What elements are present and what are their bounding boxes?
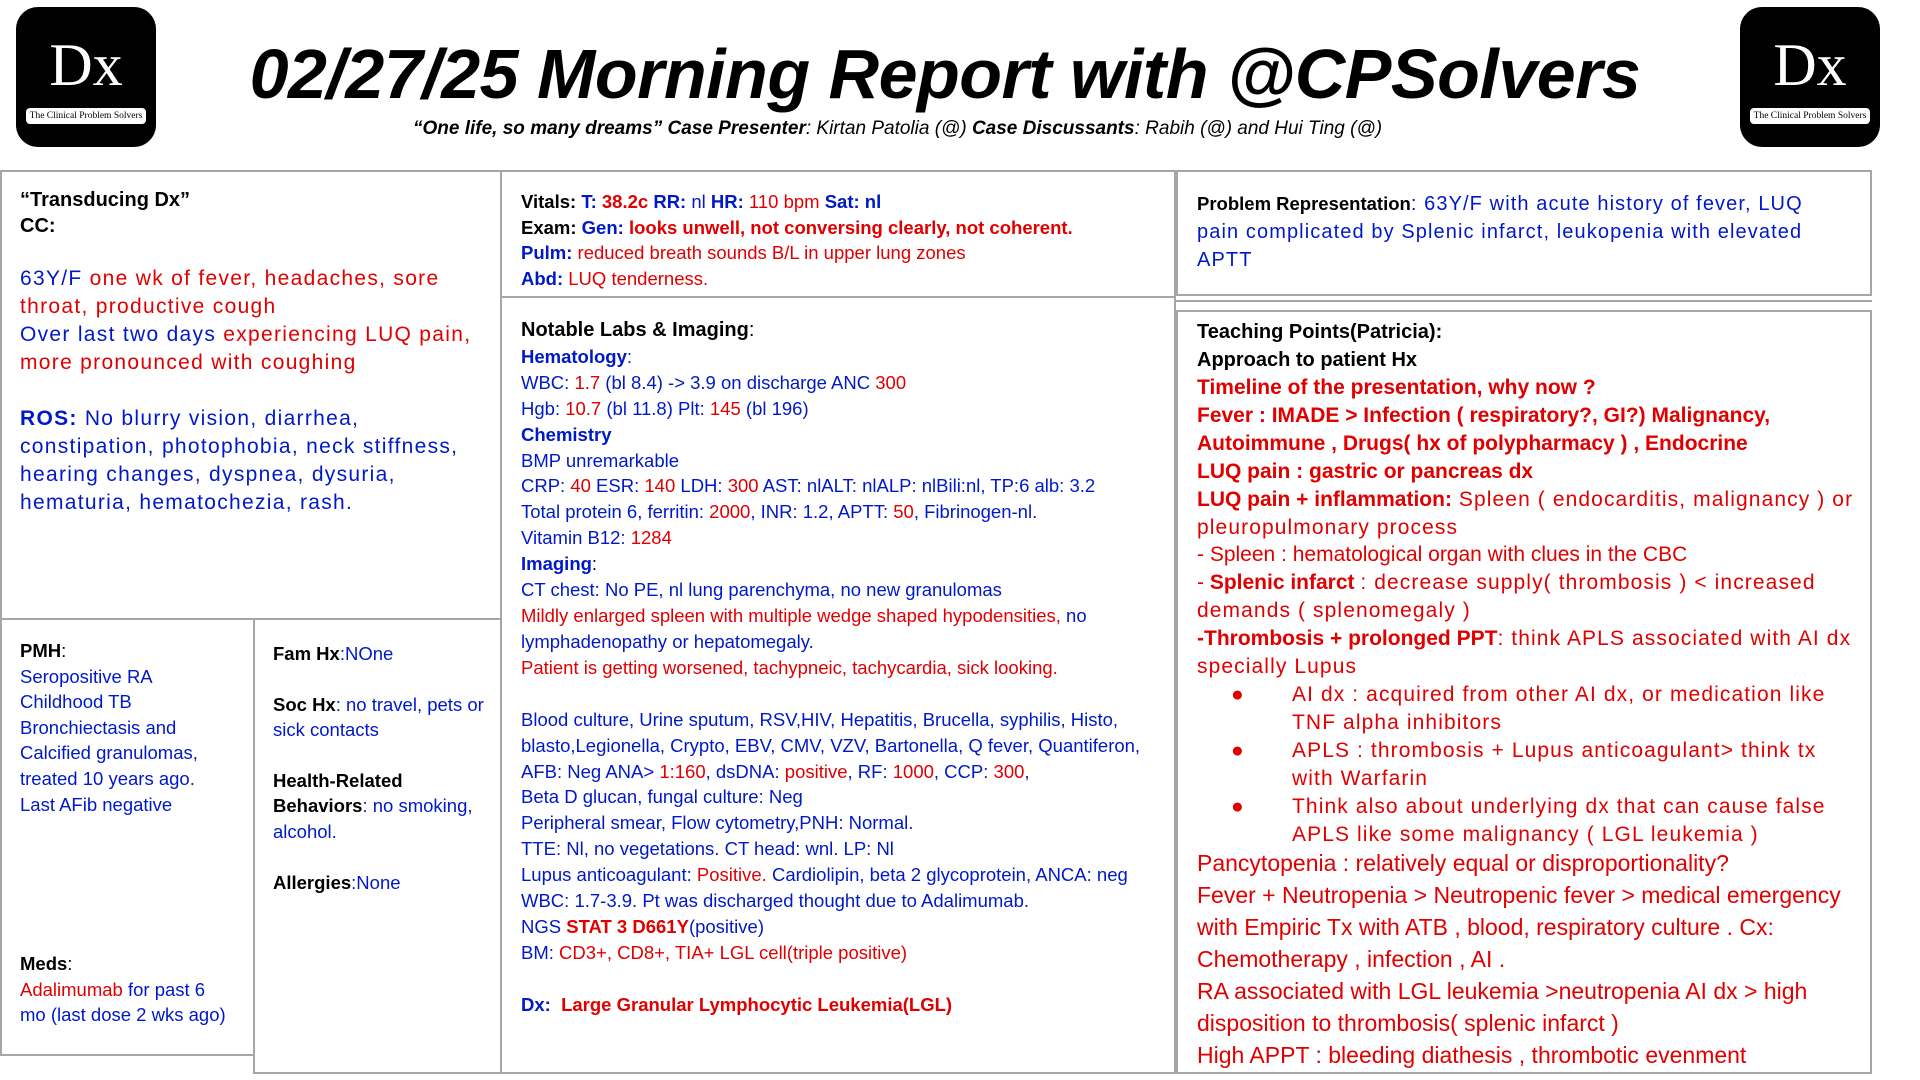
ngs-rest: (positive) — [688, 915, 764, 937]
tp-label: Total protein 6, ferritin: — [521, 501, 710, 523]
fam-hx-value: :NOne — [339, 643, 394, 664]
cpsolvers-logo-right — [1740, 7, 1880, 147]
discussants-names: : Rabih (@) and Hui Ting (@) — [1134, 118, 1383, 139]
plt-value: 145 — [709, 397, 741, 419]
tp-line — [521, 499, 1167, 525]
pmh-line: Calcified granulomas, — [20, 742, 198, 764]
cc-line2 — [20, 321, 490, 377]
ros — [20, 405, 490, 517]
cc-section — [20, 188, 490, 517]
appt-line: High APPT : bleeding diathesis , thrombotic evenment — [1197, 1041, 1747, 1068]
temp-label: T: — [576, 191, 597, 212]
hgb-value: 10.7 — [565, 397, 602, 419]
aptt-value: 50 — [893, 501, 914, 523]
logo-dx-text: Dx — [1773, 32, 1847, 98]
dx-label: Dx: — [521, 993, 551, 1015]
beta-d-line: Beta D glucan, fungal culture: Neg — [521, 786, 803, 808]
problem-label: Problem Representation — [1197, 193, 1411, 214]
exam-line — [521, 215, 1171, 241]
gen-value: looks unwell, not conversing clearly, not coherent. — [623, 216, 1073, 238]
behaviors-label: Health-Related Behaviors — [273, 769, 403, 817]
teaching-heading: Teaching Points(Patricia): — [1197, 321, 1443, 343]
allergies-label: Allergies — [273, 871, 352, 893]
wbc-value: 1.7 — [574, 371, 601, 393]
labs-heading: Notable Labs & Imaging — [521, 319, 749, 341]
bmp-line: BMP unremarkable — [521, 449, 680, 471]
meds-last-dose: mo (last dose 2 wks ago) — [20, 1004, 226, 1026]
pmh-section — [20, 638, 250, 817]
labs-heading-colon: : — [748, 319, 755, 341]
luq-line: LUQ pain : gastric or pancreas dx — [1197, 459, 1534, 483]
cc-label: CC — [20, 214, 49, 237]
problem-rep — [1197, 190, 1847, 274]
ngs-label: NGS — [521, 915, 567, 937]
ccp-label: , CCP: — [933, 760, 994, 782]
gen-label: Gen: — [576, 216, 624, 238]
wbc-discharge-line: WBC: 1.7-3.9. Pt was discharged thought due to Adalimumab. — [521, 890, 1030, 912]
cc-line1-prefix: 63Y/F — [20, 267, 83, 291]
cultures — [521, 707, 1167, 785]
ngs-line — [521, 914, 1167, 940]
abd-label: Abd: — [521, 267, 564, 289]
social-section — [273, 641, 495, 895]
ct-chest: CT chest: No PE, nl lung parenchyma, no new granulomas — [521, 579, 1002, 601]
wbc-rest: (bl 8.4) -> 3.9 on discharge ANC — [600, 371, 876, 393]
abd-value: LUQ tenderness. — [563, 267, 709, 289]
anc-value: 300 — [875, 371, 907, 393]
subtitle — [413, 118, 1382, 140]
b12-line — [521, 525, 1167, 551]
dsdna-value: positive — [784, 760, 848, 782]
hgb-line — [521, 396, 1167, 422]
vitals-line — [521, 189, 1171, 215]
fibrinogen: , Fibrinogen-nl. — [913, 501, 1038, 523]
lupus-rest: Cardiolipin, beta 2 glycoprotein, ANCA: neg — [766, 864, 1128, 886]
behaviors — [273, 768, 495, 845]
cultures-text: Blood culture, Urine sputum, RSV,HIV, Hepatitis, Brucella, syphilis, Histo, blasto,Legionella, Crypto, EBV, CMV, VZV, Bartonella, Q fever, Quantiferon, AFB: Neg ANA> — [521, 708, 1141, 782]
teaching-section — [1197, 318, 1865, 1072]
ana-value: 1:160 — [659, 760, 706, 782]
chem-label: Chemistry — [521, 423, 612, 445]
labs-section — [521, 318, 1167, 1018]
pulm-line — [521, 240, 1171, 266]
ccp-value: 300 — [993, 760, 1025, 782]
bullet-icon: ● — [1231, 794, 1244, 818]
pmh-line: Bronchiectasis and — [20, 716, 177, 738]
wbc-label: WBC: — [521, 371, 575, 393]
pmh-line: Childhood TB — [20, 691, 132, 713]
b12-label: Vitamin B12: — [521, 527, 631, 549]
luq-inflammation — [1197, 486, 1865, 542]
fam-hx — [273, 641, 495, 667]
neutropenia-line: Fever + Neutropenia > Neutropenic fever > medical emergency with Empiric Tx with ATB , blood, respiratory culture . Cx: Chemotherapy , infection , AI . — [1197, 882, 1841, 973]
bullet-text: APLS : thrombosis + Lupus anticoagulant> think tx with Warfarin — [1292, 738, 1817, 790]
ldh-label: LDH: — [675, 475, 728, 497]
rf-value: 1000 — [892, 760, 934, 782]
ldh-value: 300 — [727, 475, 759, 497]
fever-line: Fever : IMADE > Infection ( respiratory?, GI?) Malignancy, Autoimmune , Drugs( hx of polypharmacy ) , Endocrine — [1197, 403, 1771, 455]
subtitle-quote: “One life, so many dreams” — [413, 118, 663, 139]
ra-line: RA associated with LGL leukemia >neutropenia AI dx > high disposition to thrombosis( splenic infarct ) — [1197, 978, 1808, 1036]
dx-line — [521, 992, 1167, 1018]
lupus-value: Positive. — [696, 864, 767, 886]
bullet-icon: ● — [1231, 738, 1244, 762]
behaviors-value: : no smoking, alcohol. — [273, 795, 473, 842]
pmh-line: Seropositive RA — [20, 665, 153, 687]
hr-label: HR: — [705, 191, 744, 212]
infarct-dash: - — [1197, 571, 1210, 595]
logo-tagline: The Clinical Problem Solvers — [1750, 108, 1870, 124]
meds-colon: : — [67, 953, 73, 974]
ros-label: ROS: — [20, 407, 78, 431]
allergies — [273, 870, 495, 896]
pulm-value: reduced breath sounds B/L in upper lung zones — [572, 242, 966, 264]
divider — [1176, 300, 1872, 302]
inr-label: , INR: 1.2, APTT: — [750, 501, 894, 523]
logo-dx-text: Dx — [49, 32, 123, 98]
problem-section — [1197, 190, 1847, 274]
bm-value: CD3+, CD8+, TIA+ LGL cell(triple positive) — [559, 941, 908, 963]
ngs-value: STAT 3 D661Y — [566, 915, 689, 937]
bm-label: BM: — [521, 941, 560, 963]
soc-hx — [273, 692, 495, 743]
tte-line: TTE: Nl, no vegetations. CT head: wnl. LP: Nl — [521, 838, 894, 860]
pulm-label: Pulm: — [521, 242, 573, 264]
bullet-icon: ● — [1231, 682, 1244, 706]
spleen-text: Mildly enlarged spleen with multiple wedge shaped hypodensities, — [521, 604, 1061, 626]
bullet-item — [1197, 681, 1865, 737]
thrombosis-label: -Thrombosis + prolonged PPT — [1197, 627, 1498, 651]
dx-value: Large Granular Lymphocytic Leukemia(LGL) — [561, 993, 953, 1015]
problem-text: : 63Y/F with acute history of fever, LUQ pain complicated by Splenic infarct, leukopenia with elevated APTT — [1197, 193, 1803, 271]
pmh-line: treated 10 years ago. — [20, 767, 195, 789]
hr-value: 110 bpm — [743, 191, 820, 212]
heme-label: Hematology — [521, 345, 627, 367]
dsdna-label: , dsDNA: — [705, 760, 785, 782]
hgb-rest: (bl 11.8) Plt: — [601, 397, 710, 419]
presenter-label: Case Presenter — [667, 118, 806, 139]
worsened-line: Patient is getting worsened, tachypneic, tachycardia, sick looking. — [521, 656, 1058, 678]
soc-hx-label: Soc Hx — [273, 693, 336, 715]
exam-label: Exam: — [521, 216, 577, 238]
lft-values: AST: nlALT: nlALP: nlBili:nl, TP:6 alb: 3.2 — [758, 475, 1096, 497]
cc-line1 — [20, 265, 490, 321]
cc-line2-prefix: Over last two days — [20, 323, 217, 347]
smear-line: Peripheral smear, Flow cytometry,PNH: Normal. — [521, 812, 914, 834]
imaging-heading — [521, 551, 1167, 577]
cc-heading: “Transducing Dx” — [20, 189, 191, 211]
logo-tagline: The Clinical Problem Solvers — [26, 108, 146, 124]
hgb-label: Hgb: — [521, 397, 566, 419]
abd-line — [521, 266, 1171, 292]
crp-label: CRP: — [521, 475, 571, 497]
plt-rest: (bl 196) — [740, 397, 809, 419]
pmh-colon: : — [61, 640, 67, 661]
cc-line1-text: one wk of fever, headaches, sore throat, productive cough — [20, 267, 440, 319]
lupus-line — [521, 862, 1167, 888]
fam-hx-label: Fam Hx — [273, 643, 340, 664]
luq-inflammation-text: Spleen ( endocarditis, malignancy ) or pleuropulmonary process — [1197, 487, 1854, 539]
sat-label: Sat: nl — [819, 191, 882, 212]
esr-label: ESR: — [590, 475, 645, 497]
labs-heading-line — [521, 318, 1167, 344]
soc-hx-value: : no travel, pets or sick contacts — [273, 693, 484, 741]
infarct-label: Splenic infarct — [1209, 571, 1361, 595]
esr-value: 140 — [644, 475, 676, 497]
vitals-section — [521, 189, 1171, 291]
cc-colon: : — [48, 214, 56, 237]
crp-line — [521, 473, 1167, 499]
timeline-line: Timeline of the presentation, why now ? — [1197, 376, 1596, 399]
crp-value: 40 — [570, 475, 591, 497]
spleen-finding — [521, 603, 1167, 655]
thrombosis-text: : think APLS associated with AI dx specially Lupus — [1197, 627, 1852, 679]
discussants-label: Case Discussants — [971, 118, 1135, 139]
luq-inflammation-label: LUQ pain + inflammation: — [1197, 487, 1452, 511]
infarct-text: : decrease supply( thrombosis ) < increased demands ( splenomegaly ) — [1197, 571, 1816, 623]
bullet-text: AI dx : acquired from other AI dx, or medication like TNF alpha inhibitors — [1292, 682, 1826, 734]
rr-label: RR: — [648, 191, 687, 212]
bullet-item — [1197, 793, 1865, 849]
allergies-value: :None — [351, 871, 401, 893]
approach-line: Approach to patient Hx — [1197, 349, 1418, 371]
cpsolvers-logo-left — [16, 7, 156, 147]
spleen-organ-line: - Spleen : hematological organ with clues in the CBC — [1197, 543, 1688, 567]
spleen-rest: no lymphadenopathy or hepatomegaly. — [521, 604, 1087, 652]
wbc-line — [521, 370, 1167, 396]
presenter-name: : Kirtan Patolia (@) — [805, 118, 967, 139]
meds-drug: Adalimumab — [20, 978, 123, 1000]
pancytopenia-line: Pancytopenia : relatively equal or disproportionality? — [1197, 850, 1729, 877]
meds-section — [20, 951, 250, 1028]
rf-label: , RF: — [847, 760, 893, 782]
vitals-label: Vitals: — [521, 191, 577, 212]
ccp-tail: , — [1024, 760, 1030, 782]
temp-value: 38.2c — [596, 191, 649, 212]
meds-duration: for past 6 — [122, 978, 206, 1000]
ros-text: No blurry vision, diarrhea, constipation, photophobia, neck stiffness, hearing changes, dyspnea, dysuria, hematuria, hematochezia, rash. — [20, 407, 459, 515]
imaging-label: Imaging — [521, 553, 592, 575]
cc-line2-text: experiencing LUQ pain, more pronounced with coughing — [20, 323, 472, 375]
b12-value: 1284 — [630, 527, 672, 549]
bm-line — [521, 940, 1167, 966]
bullet-item — [1197, 737, 1865, 793]
imaging-colon: : — [591, 553, 598, 575]
meds-label: Meds — [20, 953, 68, 974]
heme-heading — [521, 344, 1167, 370]
infarct-line — [1197, 569, 1865, 625]
ferritin-value: 2000 — [709, 501, 751, 523]
bullet-text: Think also about underlying dx that can cause false APLS like some malignancy ( LGL leukemia ) — [1292, 794, 1826, 846]
lupus-label: Lupus anticoagulant: — [521, 864, 697, 886]
page-title: 02/27/25 Morning Report with @CPSolvers — [249, 35, 1641, 113]
heme-colon: : — [626, 345, 633, 367]
pmh-line: Last AFib negative — [20, 793, 173, 815]
pmh-label: PMH — [20, 640, 62, 661]
rr-value: nl — [686, 191, 706, 212]
thrombosis-line — [1197, 625, 1865, 681]
